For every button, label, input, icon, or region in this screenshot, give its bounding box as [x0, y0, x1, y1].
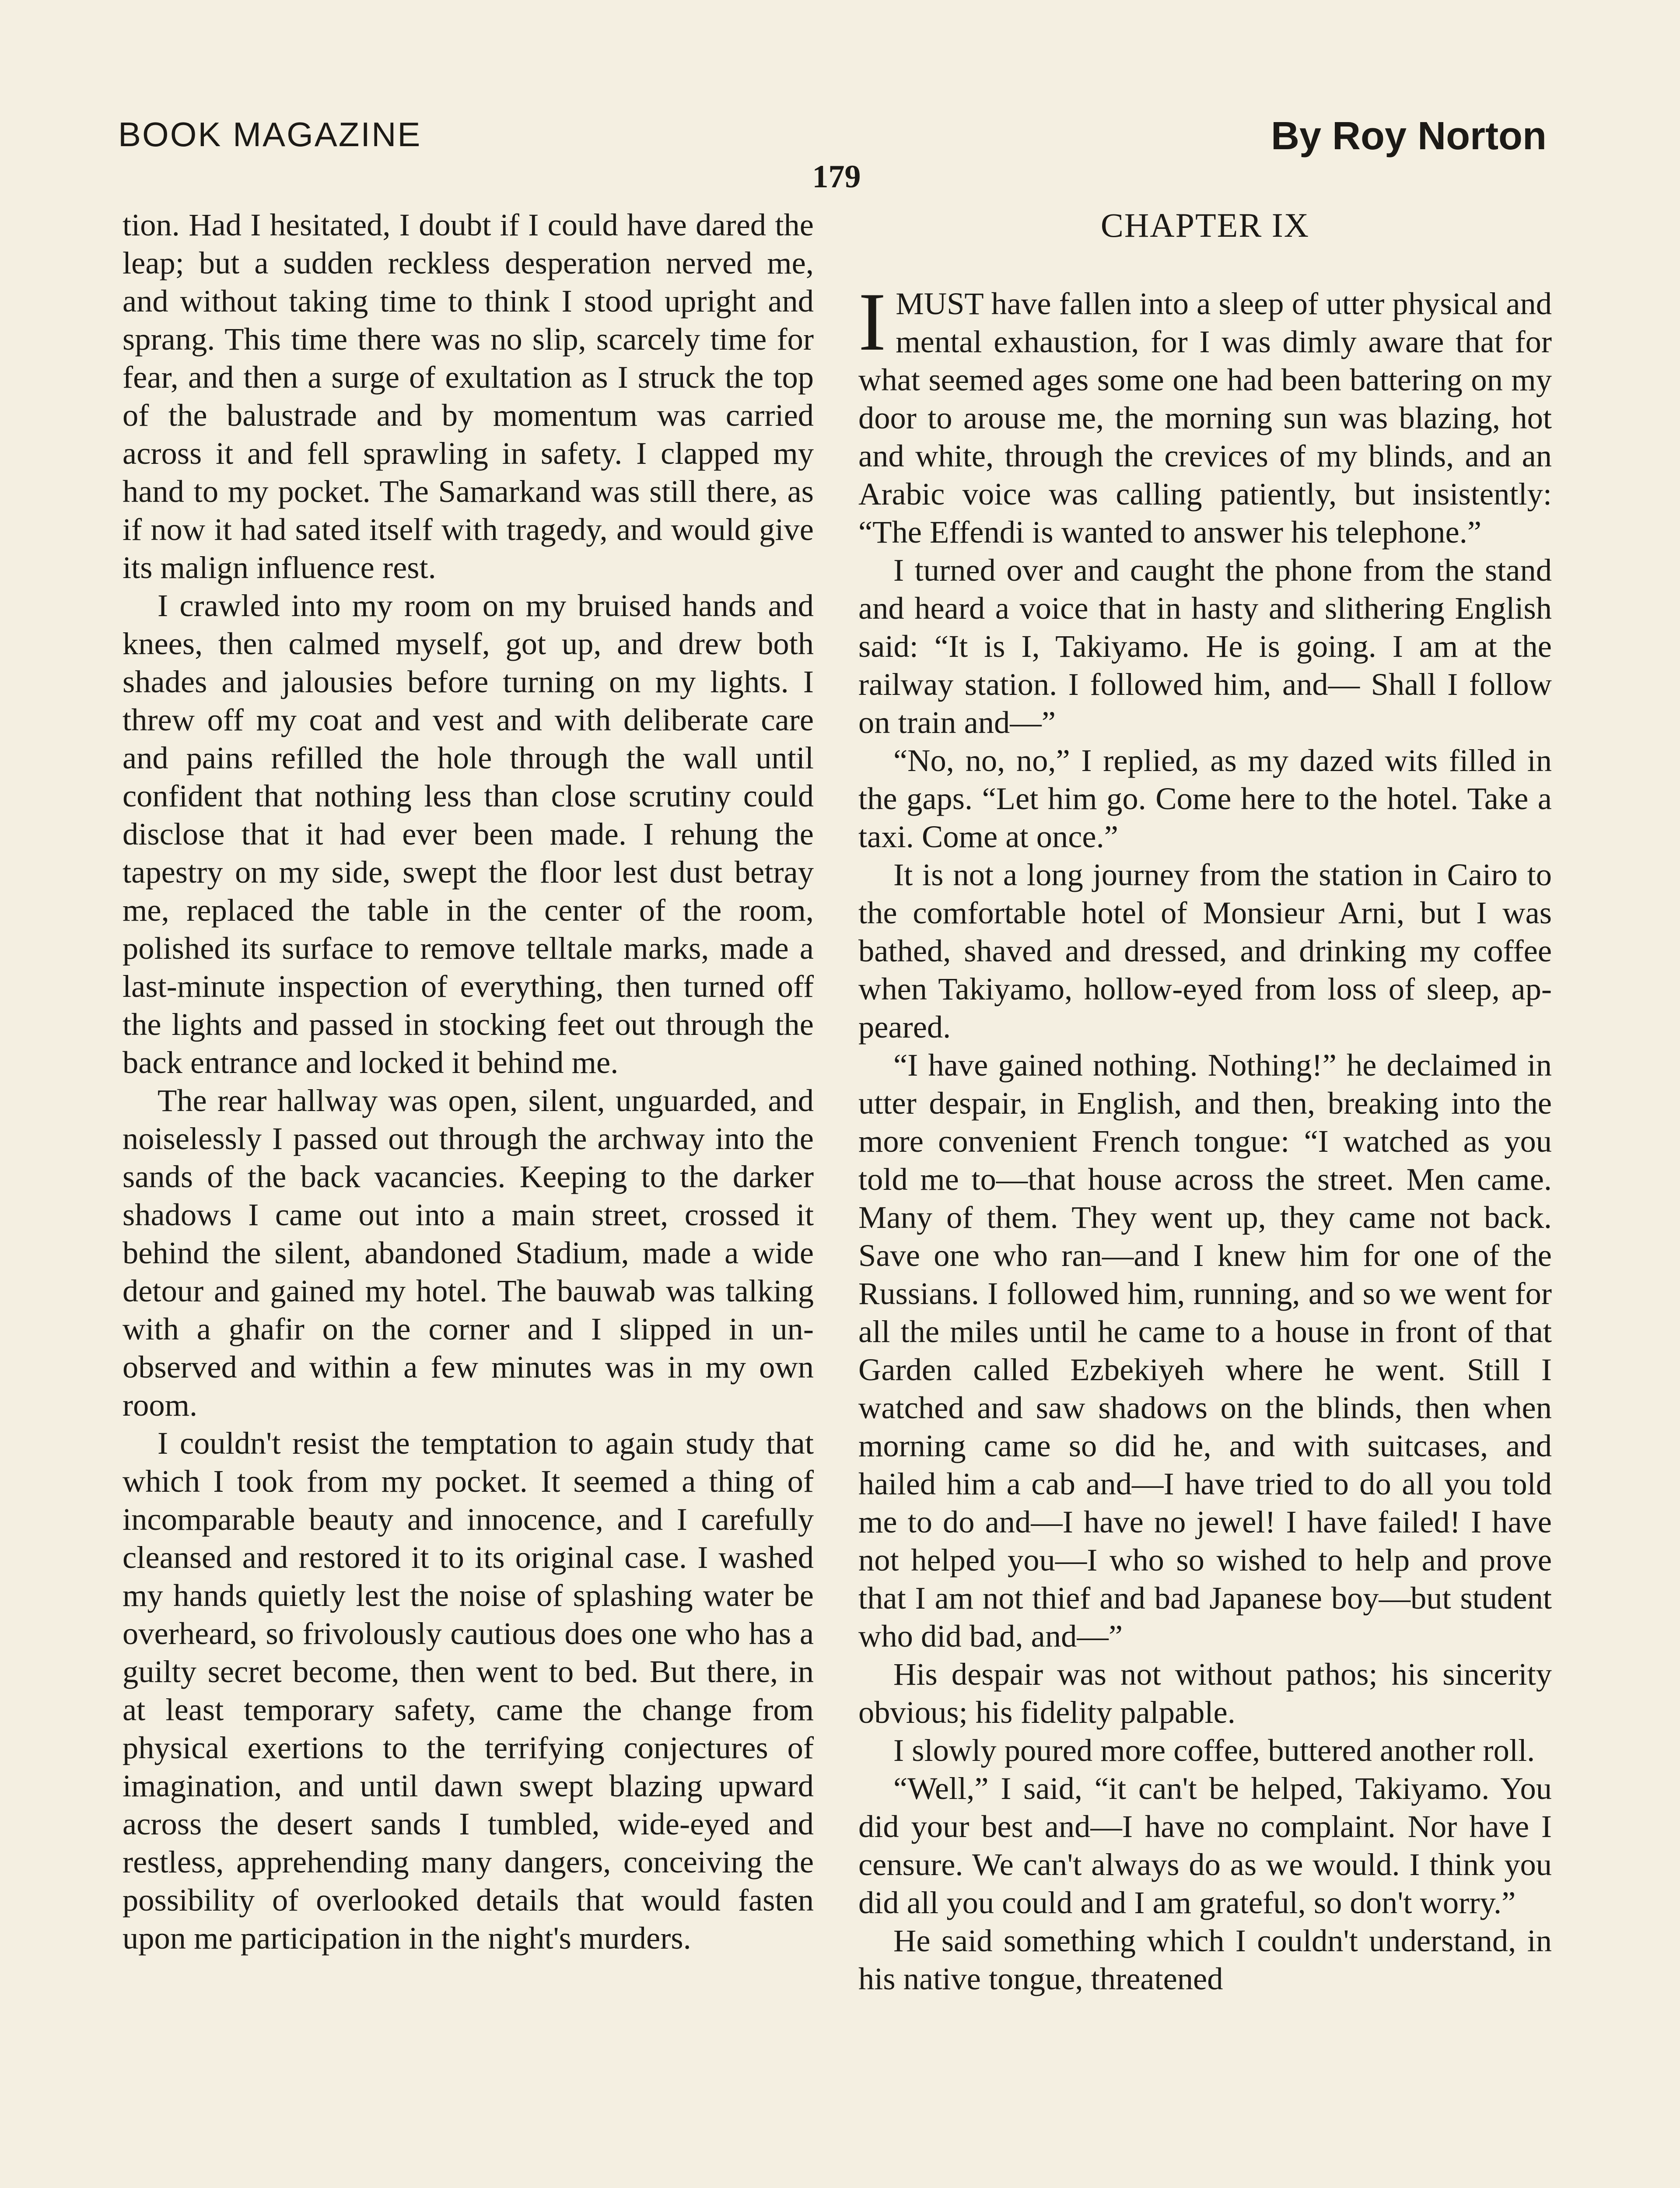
author-byline: By Roy Norton [1271, 114, 1547, 158]
paragraph: “I have gained nothing. Nothing!” he declaimed in utter despair, in English, and then, breaking into the more convenient French tongue: “I watched as you told me to—that house across the street. Men came. Many of them. They went up, they came not back. Save one who ran—and I knew him for one of the Russians. I followed him, running, and so we went for all the miles until he came to a house in front of that Garden called Ezbekiyeh where he went. Still I watched and saw shadows on the blinds, then when morning came so did he, and with suitcases, and hailed him a cab and—I have tried to do all you told me to do and—I have no jewel! I have failed! I have not helped you—I who so wished to help and prove that I am not thief and bad Japanese boy—but student who did bad, and—” [858, 1047, 1552, 1654]
opening-text: MUST have fallen into a sleep of utter physical and mental exhaustion, for I was dimly aware that for what seemed ages some one had been battering on my door to arouse me, the morning sun was blazing, hot and white, through the crevices of my blinds, and an Arabic voice was calling patiently, but insistently: “The Effendi is wanted to answer his telephone.” [858, 286, 1552, 550]
drop-cap: I [858, 276, 886, 368]
page-number: 179 [812, 159, 861, 195]
left-column [122, 206, 814, 1957]
paragraph: I crawled into my room on my bruised hands and knees, then calmed myself, got up, and drew both shades and jalousies before turning on my lights. I threw off my coat and vest and with deliberate care and pains refilled the hole through the wall until confident that nothing less than close scrutiny could disclose that it had ever been made. I rehung the tapestry on my side, swept the floor lest dust betray me, replaced the table in the center of the room, polished its surface to remove telltale marks, made a last-minute inspection of everything, then turned off the lights and passed in stocking feet out through the back entrance and locked it behind me. [122, 588, 814, 1080]
chapter-opening-paragraph [858, 276, 1552, 551]
paragraph: He said something which I couldn't understand, in his native tongue, threatened [858, 1923, 1552, 1996]
paragraph: “Well,” I said, “it can't be helped, Takiyamo. You did your best and—I have no complaint. Nor have I censure. We can't always do as we would. I think you did all you could and I am grateful, so don't worry.” [858, 1771, 1552, 1920]
paragraph: The rear hallway was open, silent, unguarded, and noiselessly I passed out through the archway into the sands of the back vacancies. Keeping to the darker shadows I came out into a main street, crossed it behind the silent, abandoned Stadium, made a wide detour and gained my hotel. The bauwab was talking with a ghafir on the corner and I slipped in unobserved and within a few minutes was in my own room. [122, 1083, 814, 1423]
paragraph: I turned over and caught the phone from the stand and heard a voice that in hasty and slithering English said: “It is I, Takiyamo. He is going. I am at the railway station. I followed him, and— Shall I follow on train and—” [858, 552, 1552, 740]
paragraph: “No, no, no,” I replied, as my dazed wits filled in the gaps. “Let him go. Come here to the hotel. Take a taxi. Come at once.” [858, 743, 1552, 854]
chapter-heading: CHAPTER IX [1100, 206, 1310, 244]
right-column [858, 206, 1552, 1998]
paragraph: tion. Had I hesitated, I doubt if I could have dared the leap; but a sudden reckless desperation nerved me, and without taking time to think I stood upright and sprang. This time there was no slip, scarcely time for fear, and then a surge of exultation as I struck the top of the balustrade and by momentum was carried across it and fell sprawling in safety. I clapped my hand to my pocket. The Samarkand was still there, as if now it had sated itself with tragedy, and would give its malign influence rest. [122, 207, 814, 585]
paragraph: It is not a long journey from the station in Cairo to the comfortable hotel of Monsieur Arni, but I was bathed, shaved and dressed, and drinking my coffee when Takiyamo, hollow-eyed from loss of sleep, appeared. [858, 857, 1552, 1045]
paragraph: I couldn't resist the temptation to again study that which I took from my pocket. It seemed a thing of incomparable beauty and innocence, and I carefully cleansed and restored it to its original case. I washed my hands quietly lest the noise of splashing water be overheard, so frivolously cautious does one who has a guilty secret become, then went to bed. But there, in at least temporary safety, came the change from physical exertions to the terrifying conjectures of imagination, and until dawn swept blazing upward across the desert sands I tumbled, wide-eyed and restless, apprehending many dangers, conceiving the possibility of overlooked details that would fasten upon me participation in the night's murders. [122, 1425, 814, 1956]
paragraph: I slowly poured more coffee, buttered another roll. [893, 1732, 1535, 1768]
publication-title: BOOK MAGAZINE [118, 115, 422, 154]
paragraph: His despair was not without pathos; his sincerity obvious; his fidelity palpable. [858, 1656, 1552, 1730]
